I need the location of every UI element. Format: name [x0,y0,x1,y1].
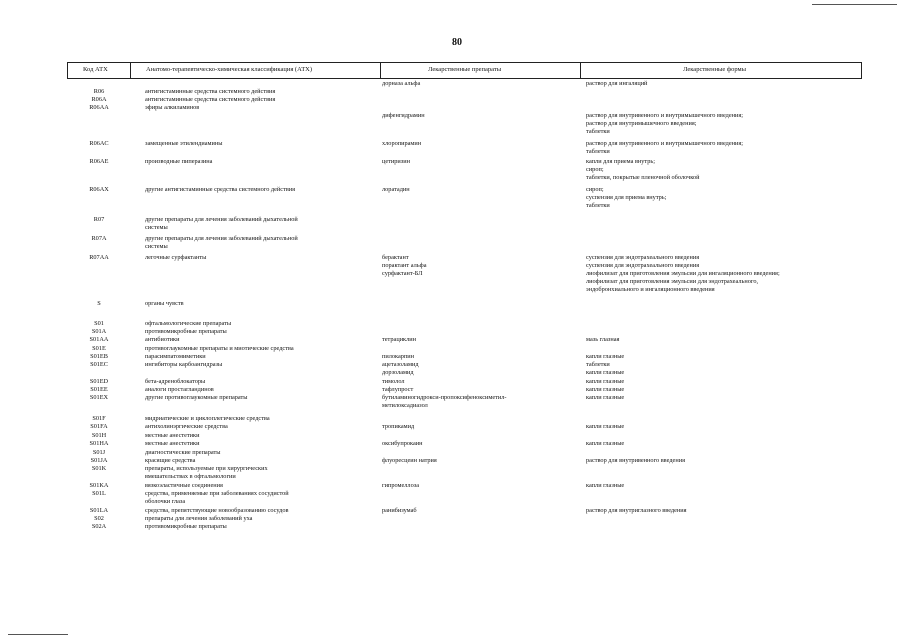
classification-name: противоглаукомные препараты и миотические средства [145,345,294,352]
drug-name: бутиламиногидрокси-пропоксифеноксиметил- метилоксадиазол [382,394,507,409]
classification-name: средства, препятствующие новообразованию сосудов [145,507,289,514]
page-number: 80 [452,37,462,48]
classification-name: антихолинэргические средства [145,423,228,430]
dosage-form: капли глазные [586,423,625,430]
atc-code: S01L [92,490,106,497]
drug-name: гипромеллоза [382,482,419,489]
table-row [0,345,905,353]
dosage-form: капли глазные [586,394,625,401]
header-drugs: Лекарственные препараты [428,66,502,73]
dosage-form: капли глазные [586,378,625,385]
table-row [0,112,905,140]
column-divider [130,63,131,78]
dosage-form: раствор для внутривенного и внутримышечного введения; раствор для внутримышечного введения; таблетки [586,112,744,135]
table-header [67,62,862,79]
table-row [0,140,905,158]
atc-code: S01ED [89,378,109,385]
classification-name: мидриатические и циклоплегические средства [145,415,270,422]
classification-name: красящие средства [145,457,196,464]
classification-name: другие препараты для лечения заболеваний дыхательной системы [145,235,298,250]
classification-name: офтальмологические препараты [145,320,232,327]
drug-name: оксибупрокаин [382,440,423,447]
atc-code: S01J [92,449,106,456]
classification-name: антигистаминные средства системного действия [145,88,276,95]
table-row [0,515,905,523]
atc-code: R07 [93,216,105,223]
classification-name: другие препараты для лечения заболеваний дыхательной системы [145,216,298,231]
header-forms: Лекарственные формы [683,66,747,73]
atc-code: S01EC [90,361,108,368]
table-row [0,88,905,96]
table-row [0,80,905,88]
table-row [0,507,905,515]
drug-name: тафлупрост [382,386,414,393]
drug-name: хлоропирамин [382,140,422,147]
classification-name: антибиотики [145,336,180,343]
header-classification: Анатомо-терапевтическо-химическая классификация (АТХ) [146,66,313,73]
table-row [0,96,905,104]
table-row [0,440,905,449]
classification-name: противомикробные препараты [145,328,227,335]
header-code: Код АТХ [83,66,108,73]
table-row [0,378,905,386]
drug-name: дорназа альфа [382,80,421,87]
atc-code: S01KA [89,482,109,489]
dosage-form: таблетки капли глазные [586,361,625,376]
table-row [0,235,905,254]
classification-name: парасимпатомиметики [145,353,206,360]
drug-name: флуоресцеин натрия [382,457,437,464]
dosage-form: раствор для внутривенного и внутримышечного введения; таблетки [586,140,744,155]
dosage-form: раствор для ингаляций [586,80,648,87]
classification-name: эфиры алкиламинов [145,104,200,111]
classification-name: бета-адреноблокаторы [145,378,206,385]
classification-name: ингибиторы карбоангидразы [145,361,223,368]
table-row [0,361,905,378]
classification-name: антигистаминные средства системного действия [145,96,276,103]
atc-code: S01H [91,432,107,439]
drug-name: тимолол [382,378,405,385]
column-divider [580,63,581,78]
classification-name: органы чувств [145,300,184,307]
classification-name: средства, применяемые при заболеваниях сосудистой оболочки глаза [145,490,289,505]
table-row [0,216,905,235]
classification-name: местные анестетики [145,432,200,439]
drug-name: ранибизумаб [382,507,417,514]
drug-name: тропикамид [382,423,415,430]
dosage-form: капли для приема внутрь; сироп; таблетки, покрытые пленочной оболочкой [586,158,700,181]
atc-code: S01HA [89,440,109,447]
table-row [0,482,905,490]
classification-name: производные пиперазина [145,158,213,165]
atc-code: S01LA [89,507,109,514]
dosage-form: капли глазные [586,353,625,360]
dosage-form: раствор для внутриглазного введения [586,507,687,514]
table-row [0,523,905,531]
classification-name: диагностические препараты [145,449,221,456]
dosage-form: мазь глазная [586,336,620,343]
atc-code: S01K [91,465,107,472]
atc-code: S01EE [90,386,108,393]
atc-code: S01FA [90,423,108,430]
bottom-rule [8,634,68,635]
table-row [0,490,905,507]
atc-code: S01E [92,345,106,352]
dosage-form: раствор для внутривенного введения [586,457,685,464]
top-rule [812,4,897,5]
table-row [0,158,905,186]
atc-code: S [97,300,101,307]
classification-name: другие противоглаукомные препараты [145,394,248,401]
atc-code: R07AA [89,254,109,261]
table-row [0,423,905,432]
dosage-form: капли глазные [586,482,625,489]
table-row [0,415,905,423]
atc-code: R07A [91,235,107,242]
table-body [0,80,905,531]
classification-name: препараты для лечения заболеваний уха [145,515,253,522]
table-row [0,386,905,394]
atc-code: R06AC [89,140,109,147]
drug-name: лоратадин [382,186,410,193]
table-row [0,254,905,300]
classification-name: замещенные этилендиамины [145,140,223,147]
atc-code: S02 [94,515,104,522]
atc-code: R06A [91,96,107,103]
table-row [0,394,905,415]
table-row [0,465,905,482]
classification-name: легочные сурфактанты [145,254,207,261]
table-row [0,353,905,361]
dosage-form: суспензия для эндотрахеального введения суспензия для эндотрахеального введения лиофилизат для приготовления эмульсии для ингаляционного введения; лиофилизат для приготовления эмульсии для эндотрахеального, эндобронхиального и ингаляционного введения [586,254,780,293]
atc-code: S01EB [90,353,108,360]
atc-code: R06 [93,88,105,95]
dosage-form: капли глазные [586,386,625,393]
atc-code: R06AE [89,158,109,165]
drug-name: пилокарпин [382,353,415,360]
atc-code: R06AX [89,186,109,193]
classification-name: препараты, используемые при хирургических вмешательствах в офтальмологии [145,465,268,480]
classification-name: другие антигистаминные средства системного действия [145,186,296,193]
classification-name: противомикробные препараты [145,523,227,530]
dosage-form: капли глазные [586,440,625,447]
atc-code: S01EX [89,394,109,401]
classification-name: аналоги простагландинов [145,386,214,393]
table-row [0,104,905,112]
column-divider [380,63,381,78]
drug-name: берактант порактант альфа сурфактант-БЛ [382,254,427,277]
dosage-form: сироп; суспензия для приема внутрь; таблетки [586,186,667,209]
atc-code: R06AA [89,104,109,111]
drug-name: дифенгидрамин [382,112,425,119]
atc-code: S01F [92,415,106,422]
drug-name: цетиризин [382,158,411,165]
drug-name: ацетазоламид дорзоламид [382,361,419,376]
table-row [0,186,905,216]
atc-code: S01A [91,328,107,335]
atc-code: S01AA [89,336,109,343]
drug-name: тетрациклин [382,336,416,343]
classification-name: вязкоэластичные соединения [145,482,223,489]
table-row [0,300,905,320]
table-row [0,320,905,328]
atc-code: S02A [91,523,107,530]
atc-code: S01 [94,320,104,327]
table-row [0,449,905,457]
atc-code: S01JA [90,457,108,464]
table-row [0,336,905,345]
table-row [0,328,905,336]
classification-name: местные анестетики [145,440,200,447]
table-row [0,432,905,440]
table-row [0,457,905,465]
